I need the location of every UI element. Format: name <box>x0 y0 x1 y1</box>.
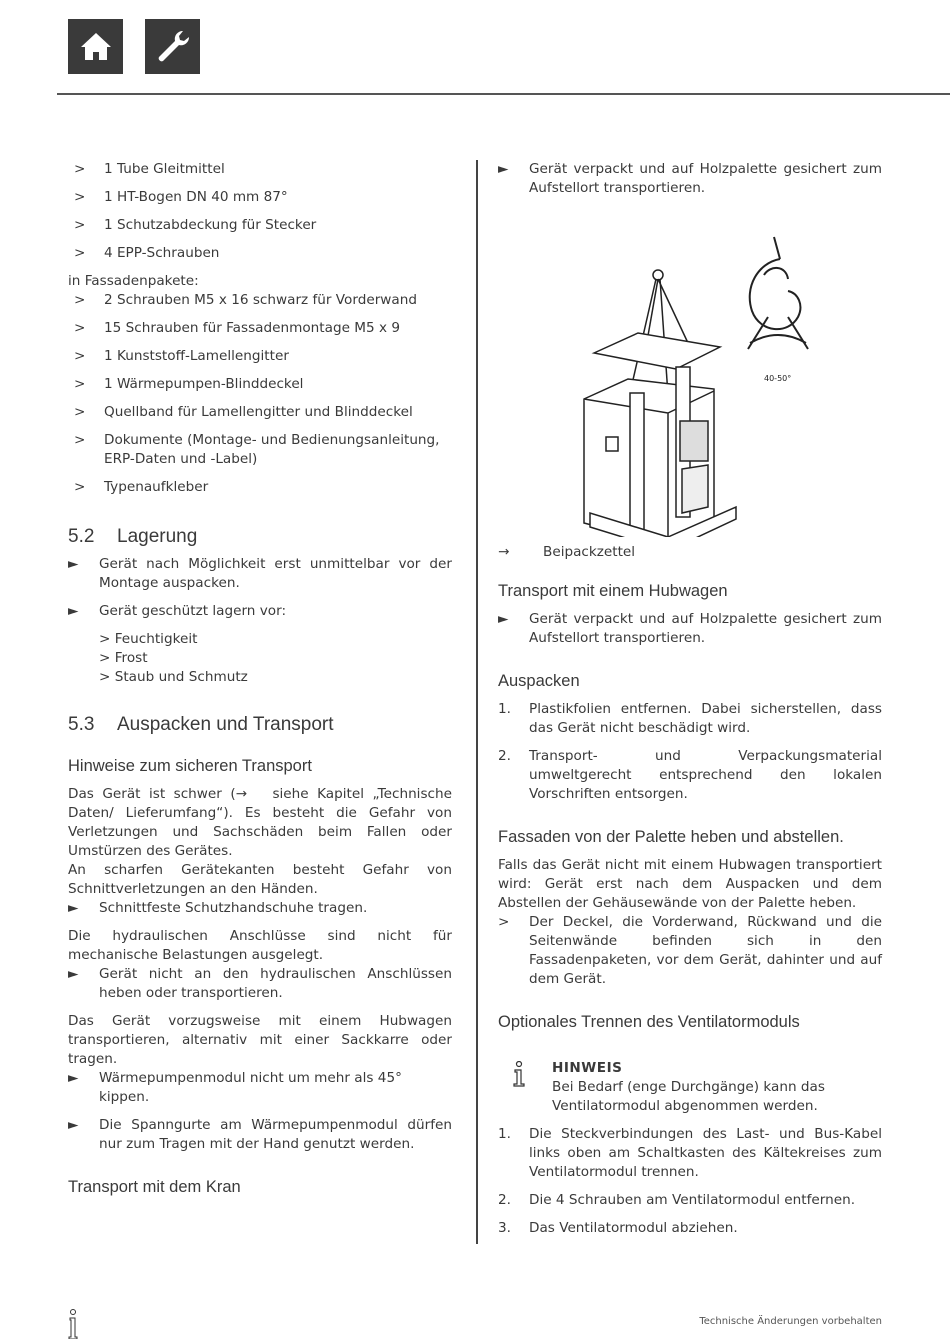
paragraph: An scharfen Gerätekanten besteht Gefahr von Schnittverletzungen an den Händen. <box>68 862 452 897</box>
bullet-item: ► Gerät verpackt und auf Holzpalette gesichert zum Aufstellort transportieren. <box>498 161 882 196</box>
list-item: > 15 Schrauben für Fassadenmontage M5 x 9 <box>74 320 400 336</box>
list-item: > 1 Schutzabdeckung für Stecker <box>74 217 317 233</box>
paragraph: Die hydraulischen Anschlüsse sind nicht für mechanische Belastungen ausgelegt. <box>68 928 452 963</box>
list-item: > Quellband für Lamellengitter und Blinddeckel <box>74 404 413 420</box>
section-5-3-heading: 5.3 Auspacken und Transport <box>68 714 334 735</box>
arrow-icon: → <box>498 544 510 560</box>
hubwagen-heading: Transport mit einem Hubwagen <box>498 582 728 600</box>
step-item: 2. Die 4 Schrauben am Ventilatormodul entfernen. <box>498 1192 856 1208</box>
sub-item: > Feuchtigkeit <box>99 631 198 647</box>
fassaden-label: in Fassadenpakete: <box>68 273 199 289</box>
hinweis-box <box>498 1059 882 1116</box>
bullet-item: ► Schnittfeste Schutzhandschuhe tragen. <box>68 900 368 916</box>
sub-item: > Staub und Schmutz <box>99 669 248 685</box>
bullet-item: ► Gerät nach Möglichkeit erst unmittelbar vor der Montage auspacken. <box>68 556 452 591</box>
left-column <box>68 160 452 1198</box>
section-5-2-heading: 5.2 Lagerung <box>68 526 198 547</box>
sub-item: > Frost <box>99 650 148 666</box>
list-item: > 1 HT-Bogen DN 40 mm 87° <box>74 189 288 205</box>
auspacken-heading: Auspacken <box>498 672 580 690</box>
arrow-icon: → <box>235 786 273 802</box>
angle-label: 40-50° <box>764 374 792 383</box>
wrench-icon <box>154 28 192 66</box>
fassaden-heading: Fassaden von der Palette heben und abstellen. <box>498 828 844 846</box>
info-icon <box>512 1061 526 1087</box>
beipack-item: → Beipackzettel <box>498 544 636 560</box>
list-item: > Dokumente (Montage- und Bedienungsanleitung, ERP-Daten und -Label) <box>74 432 440 467</box>
note-item: > Der Deckel, die Vorderwand, Rückwand und die Seitenwände befinden sich in den Fassadenpaketen, vor dem Gerät, dahinter und auf dem Gerät. <box>498 914 882 987</box>
crane-lifting-illustration <box>498 207 882 537</box>
bullet-item: ► Gerät geschützt lagern vor: <box>68 603 287 619</box>
list-item: > 1 Wärmepumpen-Blinddeckel <box>74 376 304 392</box>
list-item: > 4 EPP-Schrauben <box>74 245 220 261</box>
step-item: 1. Plastikfolien entfernen. Dabei sicherstellen, dass das Gerät nicht beschädigt wird. <box>498 701 882 736</box>
tools-button[interactable] <box>145 19 200 74</box>
right-column <box>498 160 882 1247</box>
paragraph: Falls das Gerät nicht mit einem Hubwagen transportiert wird: Gerät erst nach dem Auspacken und dem Abstellen der Gehäusewände von der Palette heben. <box>498 857 882 911</box>
header-rule <box>57 93 950 95</box>
step-item: 1. Die Steckverbindungen des Last- und Bus-Kabel links oben am Schaltkasten des Kältekreises zum Ventilatormodul trennen. <box>498 1126 882 1180</box>
footer-note: Technische Änderungen vorbehalten <box>699 1316 882 1327</box>
home-icon <box>78 29 114 65</box>
hinweis-title: HINWEIS <box>552 1060 623 1076</box>
list-item: > 1 Kunststoff-Lamellengitter <box>74 348 289 364</box>
hinweis-text: Bei Bedarf (enge Durchgänge) kann das Ventilatormodul abgenommen werden. <box>552 1079 825 1114</box>
paragraph: Das Gerät vorzugsweise mit einem Hubwagen transportieren, alternativ mit einer Sackkarre oder tragen. <box>68 1013 452 1067</box>
list-item: > 2 Schrauben M5 x 16 schwarz für Vorderwand <box>74 292 417 308</box>
info-icon <box>68 1309 78 1339</box>
hinweise-heading: Hinweise zum sicheren Transport <box>68 757 312 775</box>
step-item: 3. Das Ventilatormodul abziehen. <box>498 1220 738 1236</box>
kran-heading: Transport mit dem Kran <box>68 1178 241 1196</box>
step-item: 2. Transport- und Verpackungsmaterial umweltgerecht entsprechend den lokalen Vorschriften entsorgen. <box>498 748 882 802</box>
bullet-item: ► Gerät verpackt und auf Holzpalette gesichert zum Aufstellort transportieren. <box>498 611 882 646</box>
list-item: > Typenaufkleber <box>74 479 209 495</box>
home-button[interactable] <box>68 19 123 74</box>
paragraph: Das Gerät ist schwer (→ siehe Kapitel „Technische Daten/ Lieferumfang“). Es besteht die Gefahr von Verletzungen und Sachschäden beim Fallen oder Umstürzen des Gerätes. <box>68 786 452 859</box>
bullet-item: ► Wärmepumpenmodul nicht um mehr als 45° kippen. <box>68 1070 402 1105</box>
column-rule <box>476 160 478 1244</box>
bullet-item: ► Die Spanngurte am Wärmepumpenmodul dürfen nur zum Tragen mit der Hand genutzt werden. <box>68 1117 452 1152</box>
trennen-heading: Optionales Trennen des Ventilatormoduls <box>498 1013 800 1031</box>
bullet-item: ► Gerät nicht an den hydraulischen Anschlüssen heben oder transportieren. <box>68 966 452 1001</box>
list-item: > 1 Tube Gleitmittel <box>74 161 225 177</box>
